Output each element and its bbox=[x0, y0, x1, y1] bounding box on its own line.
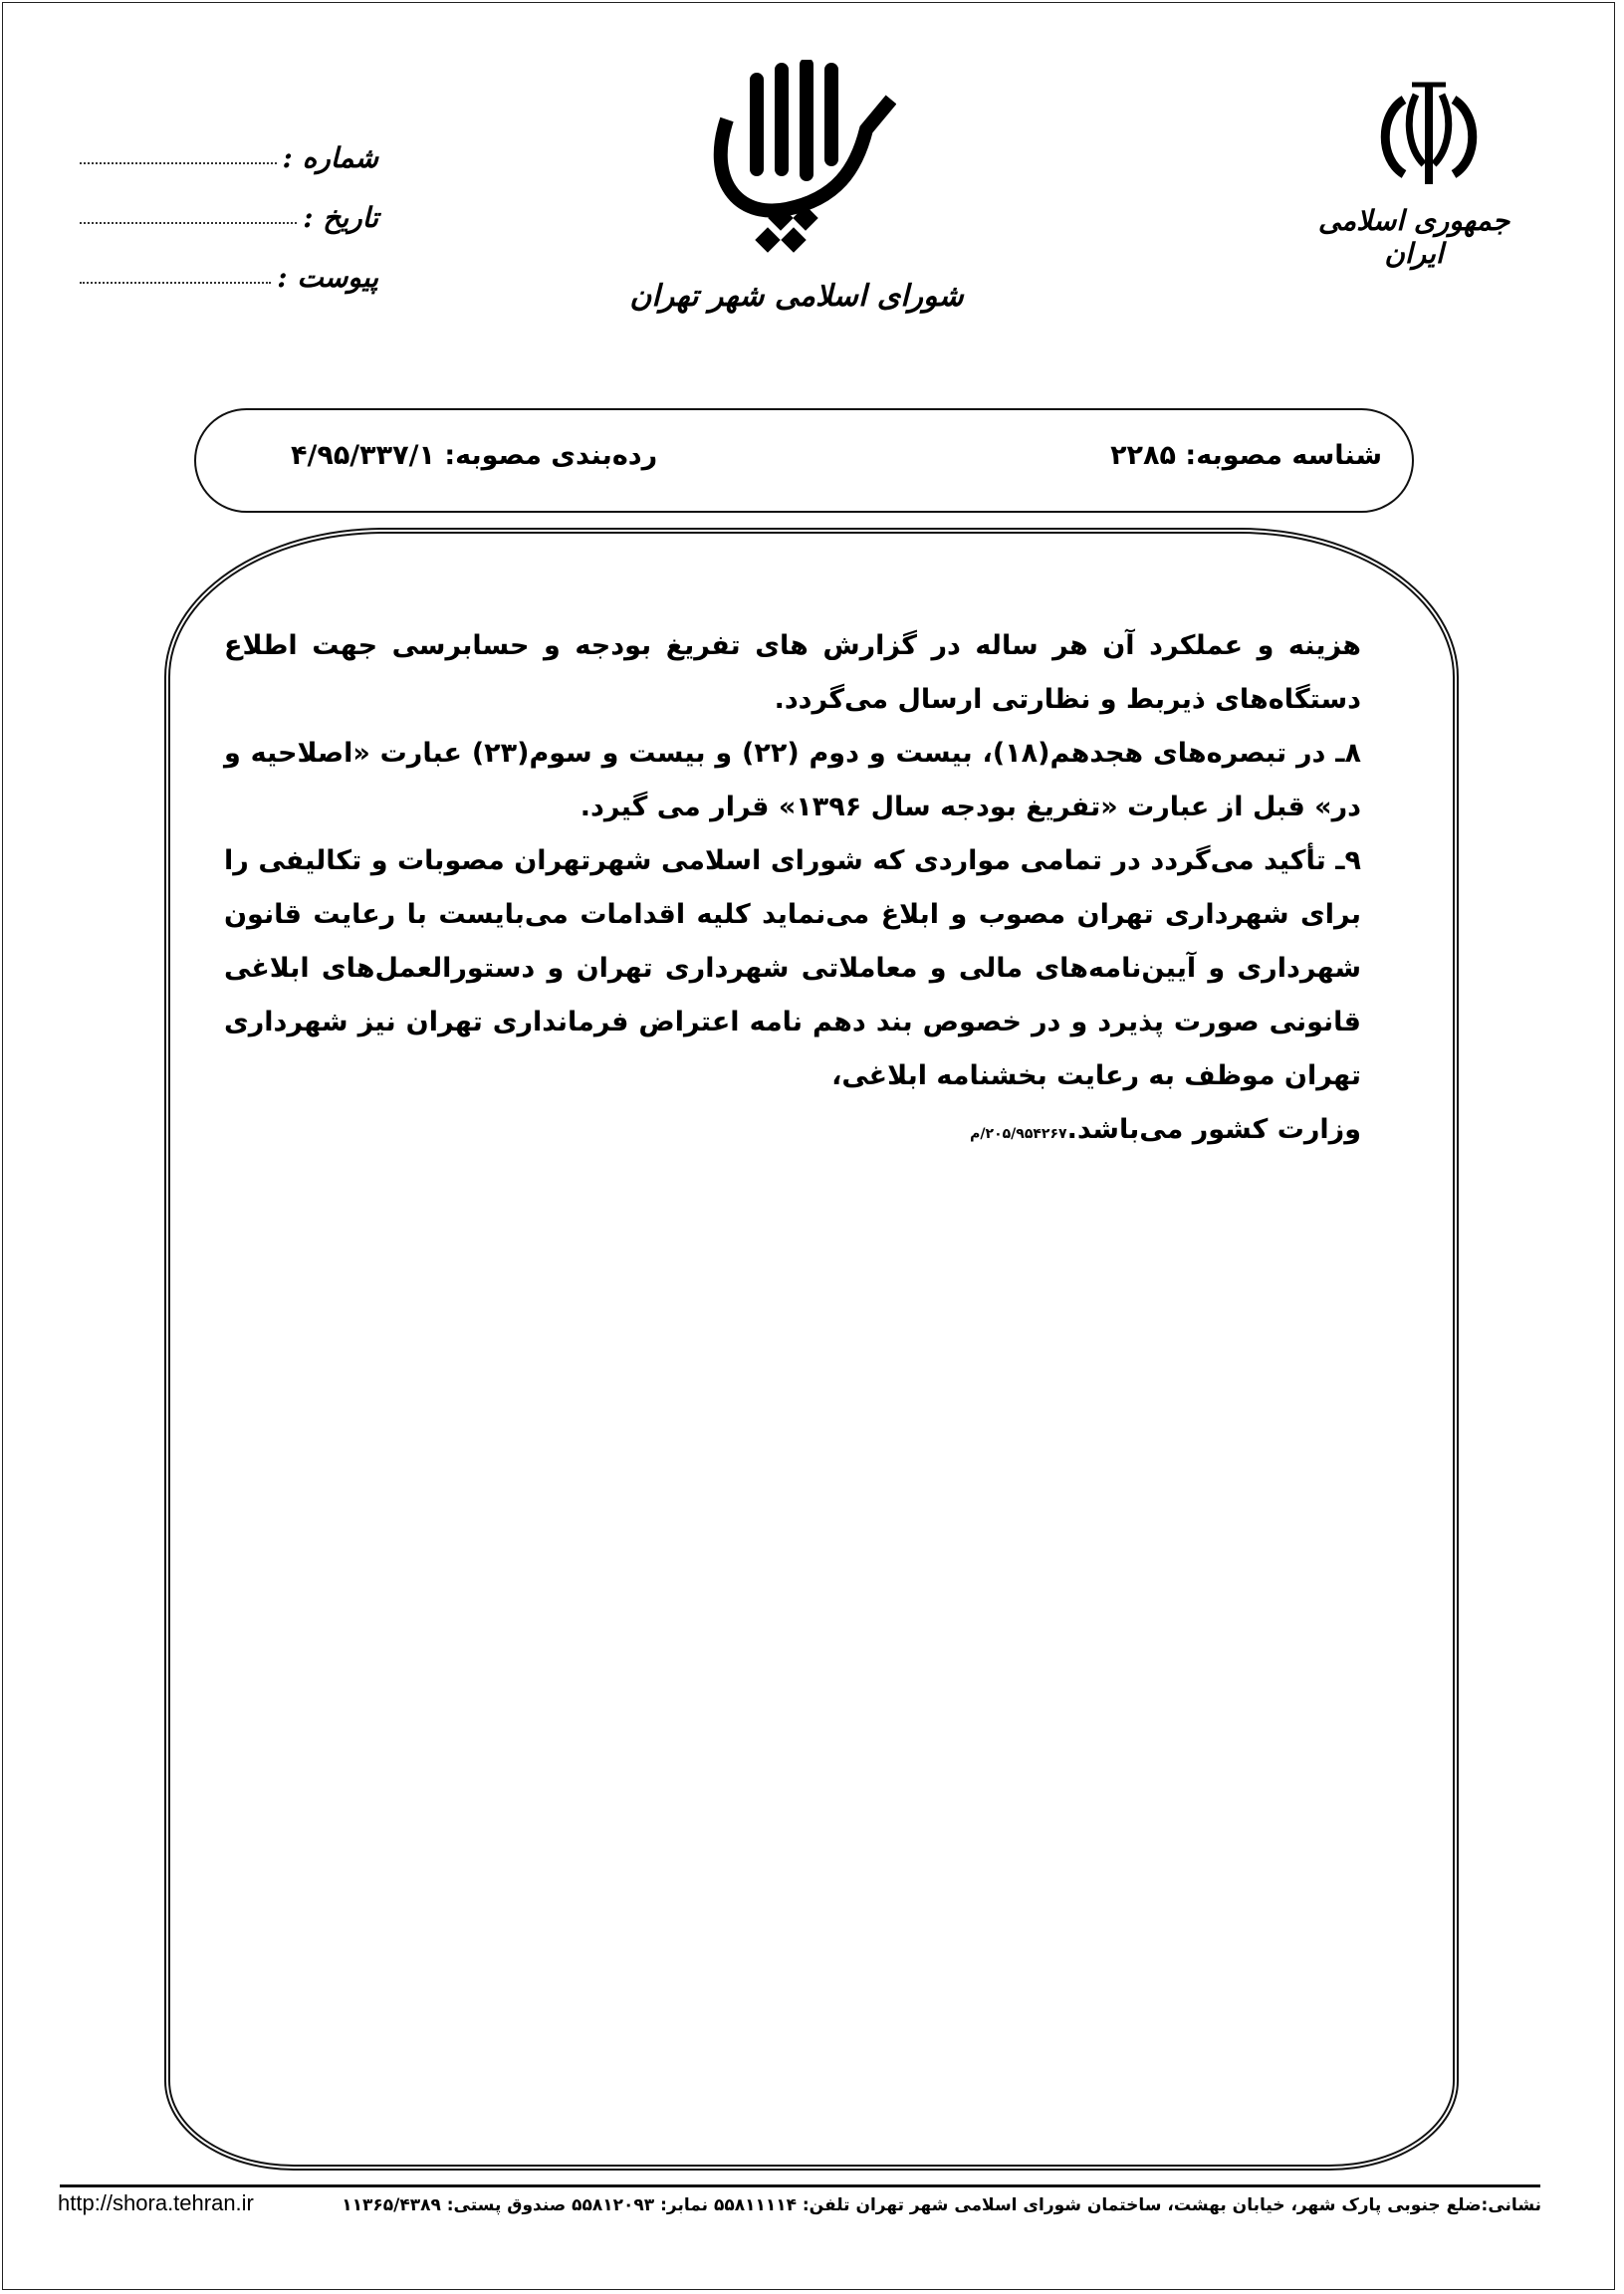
date-label: تاریخ : bbox=[303, 201, 378, 234]
footer bbox=[58, 2190, 1541, 2216]
resolution-id: شناسه مصوبه: ۲۲۸۵ bbox=[1110, 440, 1382, 471]
date-value bbox=[80, 222, 297, 224]
footer-address: نشانی:ضلع جنوبی پارک شهر، خیابان بهشت، ساختمان شورای اسلامی شهر تهران تلفن: ۵۵۸۱۱۱۱۴ نمابر: ۵۵۸۱۲۰۹۳ صندوق پستی: ۱۱۳۶۵/۴۳۸۹ bbox=[342, 2195, 1541, 2215]
number-value bbox=[80, 162, 277, 164]
body-text bbox=[224, 619, 1361, 1161]
number-label: شماره : bbox=[282, 141, 378, 174]
attachment-label: پیوست : bbox=[277, 261, 378, 294]
letter-meta-fields bbox=[80, 115, 378, 294]
emblem-icon bbox=[1374, 80, 1484, 194]
number-field bbox=[80, 115, 378, 174]
council-name: شورای اسلامی شهر تهران bbox=[629, 279, 964, 314]
attachment-field bbox=[80, 234, 378, 294]
attachment-value bbox=[80, 282, 271, 284]
footer-website-link[interactable]: http://shora.tehran.ir bbox=[58, 2190, 254, 2215]
resolution-classification: رده‌بندی مصوبه: ۴/۹۵/۳۳۷/۱ bbox=[291, 440, 658, 471]
paragraph-9: ۹ـ تأکید می‌گردد در تمامی مواردی که شورای اسلامی شهرتهران مصوبات و تکالیفی را برای شهرداری تهران مصوب و ابلاغ می‌نماید کلیه اقدامات می‌بایست با رعایت قانون شهرداری و آیین‌نامه‌های مالی و معاملاتی شهرداری تهران و دستورالعمل‌های ابلاغی قانونی صورت پذیرد و در خصوص بند دهم نامه اعتراض فرمانداری تهران نیز شهرداری تهران موظف به رعایت بخشنامه ابلاغی، bbox=[224, 845, 1361, 1091]
council-logo bbox=[627, 60, 966, 339]
emblem-text: جمهوری اسلامی ایران bbox=[1317, 204, 1510, 270]
paragraph-8: ۸ـ در تبصره‌های هجدهم(۱۸)، بیست و دوم (۲۲) و بیست و سوم(۲۳) عبارت «اصلاحیه و در» قبل از عبارت «تفریغ بودجه سال ۱۳۹۶» قرار می گیرد. bbox=[224, 738, 1361, 822]
date-field bbox=[80, 174, 378, 234]
reference-code: ۲۰۵/۹۵۴۲۶۷/م bbox=[970, 1126, 1067, 1142]
paragraph-closing bbox=[224, 1103, 1361, 1161]
footer-divider bbox=[60, 2184, 1540, 2187]
iran-emblem bbox=[1294, 80, 1533, 279]
closing-text: وزارت کشور می‌باشد. bbox=[1066, 1114, 1361, 1145]
council-logo-icon bbox=[697, 60, 896, 269]
resolution-id-box bbox=[194, 408, 1414, 513]
paragraph-continuation: هزینه و عملکرد آن هر ساله در گزارش های تفریغ بودجه و حسابرسی جهت اطلاع دستگاه‌های ذیربط و نظارتی ارسال می‌گردد. bbox=[224, 630, 1361, 715]
